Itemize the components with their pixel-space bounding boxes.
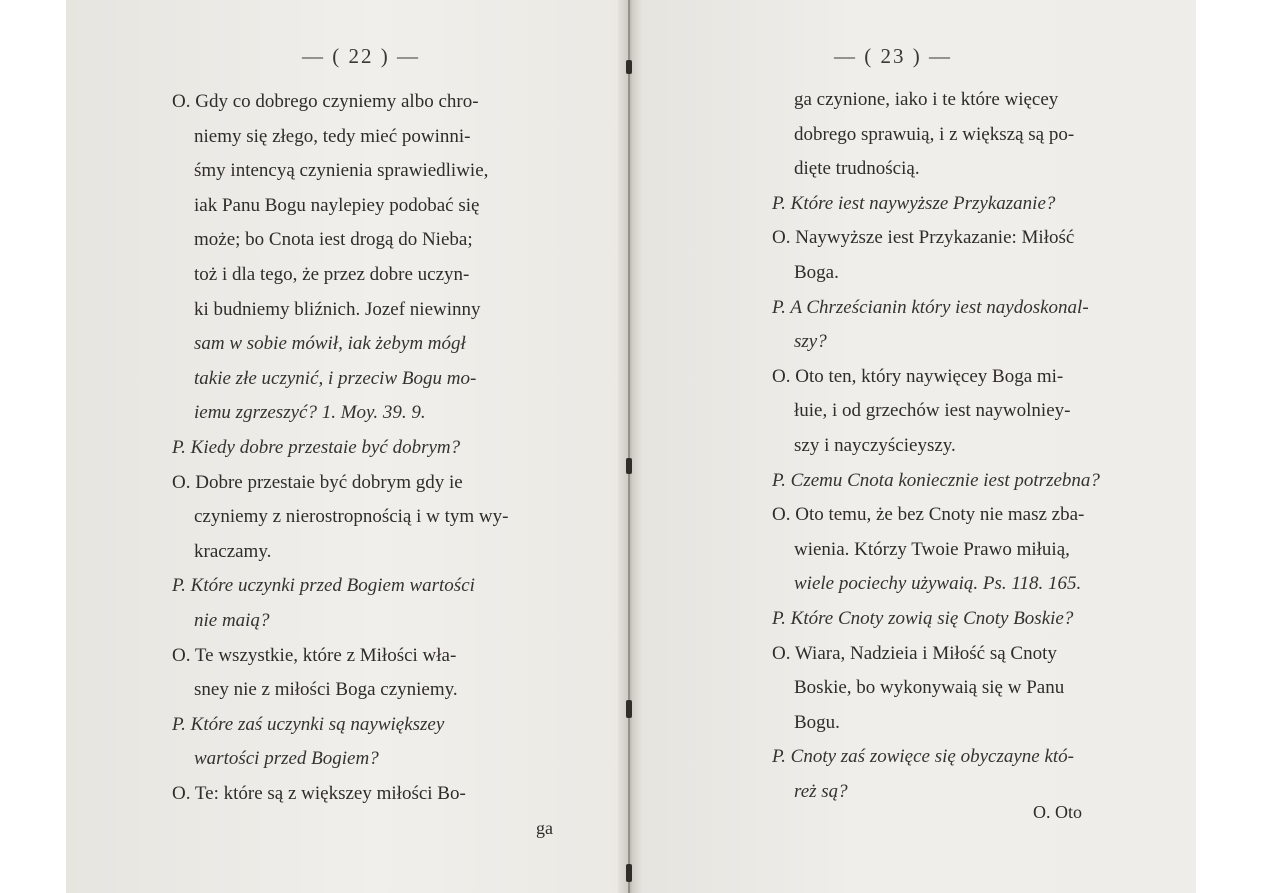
binding-stitch	[626, 458, 632, 474]
text-line: Boskie, bo wykonywaią się w Panu	[794, 677, 1065, 699]
text-line: reż są?	[794, 781, 848, 802]
page-header-left: — ( 22 ) —	[302, 44, 420, 68]
text-line: wartości przed Bogiem?	[194, 748, 379, 770]
gutter-fold-line	[628, 0, 630, 893]
text-line: może; bo Cnota iest drogą do Nieba;	[194, 229, 473, 251]
left-page	[66, 0, 626, 893]
text-line: P. Czemu Cnota koniecznie iest potrzebna?	[772, 469, 1100, 491]
text-line: sam w sobie mówił, iak żebym mógł	[194, 333, 466, 355]
text-line: sney nie z miłości Boga czyniemy.	[194, 679, 458, 701]
text-line: Boga.	[794, 262, 839, 283]
text-line: O. Dobre przestaie być dobrym gdy ie	[172, 471, 463, 493]
text-line: P. Które uczynki przed Bogiem wartości	[172, 575, 475, 597]
text-line: śmy intencyą czynienia sprawiedliwie,	[194, 160, 489, 182]
text-line: O. Te wszystkie, które z Miłości wła-	[172, 644, 457, 666]
text-line: Bogu.	[794, 711, 840, 733]
catchword-right: O. Oto	[1033, 802, 1082, 822]
right-page	[636, 0, 1196, 893]
text-line: wiele pociechy używaią. Ps. 118. 165.	[794, 573, 1082, 595]
text-line: O. Oto ten, który naywięcey Boga mi-	[772, 365, 1064, 387]
text-line: ki budniemy bliźnich. Jozef niewinny	[194, 298, 481, 320]
text-line: P. Które Cnoty zowią się Cnoty Boskie?	[772, 608, 1074, 629]
text-line: P. Które iest naywyższe Przykazanie?	[772, 192, 1056, 214]
text-line: iak Panu Bogu naylepiey podobać się	[194, 194, 480, 216]
text-line: toż i dla tego, że przez dobre uczyn-	[194, 264, 470, 285]
text-line: wienia. Którzy Twoie Prawo miłuią,	[794, 538, 1070, 560]
text-line: szy i nayczyścieyszy.	[794, 435, 956, 456]
text-line: O. Wiara, Nadzieia i Miłość są Cnoty	[772, 642, 1057, 664]
text-line: czyniemy z nierostropnością i w tym wy-	[194, 506, 509, 528]
book-spread	[66, 0, 1196, 893]
text-line: O. Oto temu, że bez Cnoty nie masz zba-	[772, 504, 1085, 526]
page-header-right: — ( 23 ) —	[834, 44, 952, 68]
text-line: takie złe uczynić, i przeciw Bogu mo-	[194, 367, 477, 389]
text-line: P. A Chrześcianin który iest naydoskonal-	[772, 296, 1089, 318]
text-line: O. Naywyższe iest Przykazanie: Miłość	[772, 227, 1075, 249]
binding-stitch	[626, 60, 632, 74]
text-line: łuie, i od grzechów iest naywolniey-	[794, 400, 1071, 422]
text-line: nie maią?	[194, 610, 270, 631]
catchword-left: ga	[536, 818, 553, 838]
text-line: P. Cnoty zaś zowięce się obyczayne któ-	[772, 746, 1074, 768]
text-line: ga czynione, iako i te które więcey	[794, 89, 1059, 110]
text-line: dobrego sprawuią, i z większą są po-	[794, 123, 1075, 145]
text-line: P. Które zaś uczynki są naywiększey	[172, 713, 445, 735]
text-line: kraczamy.	[194, 540, 272, 562]
text-line: P. Kiedy dobre przestaie być dobrym?	[172, 437, 461, 458]
text-line: szy?	[794, 331, 827, 353]
text-line: dięte trudnością.	[794, 158, 920, 180]
text-line: iemu zgrzeszyć? 1. Moy. 39. 9.	[194, 402, 426, 424]
text-line: O. Gdy co dobrego czyniemy albo chro-	[172, 91, 479, 112]
text-line: niemy się złego, tedy mieć powinni-	[194, 125, 471, 147]
binding-stitch	[626, 700, 632, 718]
text-line: O. Te: które są z większey miłości Bo-	[172, 783, 466, 804]
binding-stitch	[626, 864, 632, 882]
book-gutter	[618, 0, 642, 893]
